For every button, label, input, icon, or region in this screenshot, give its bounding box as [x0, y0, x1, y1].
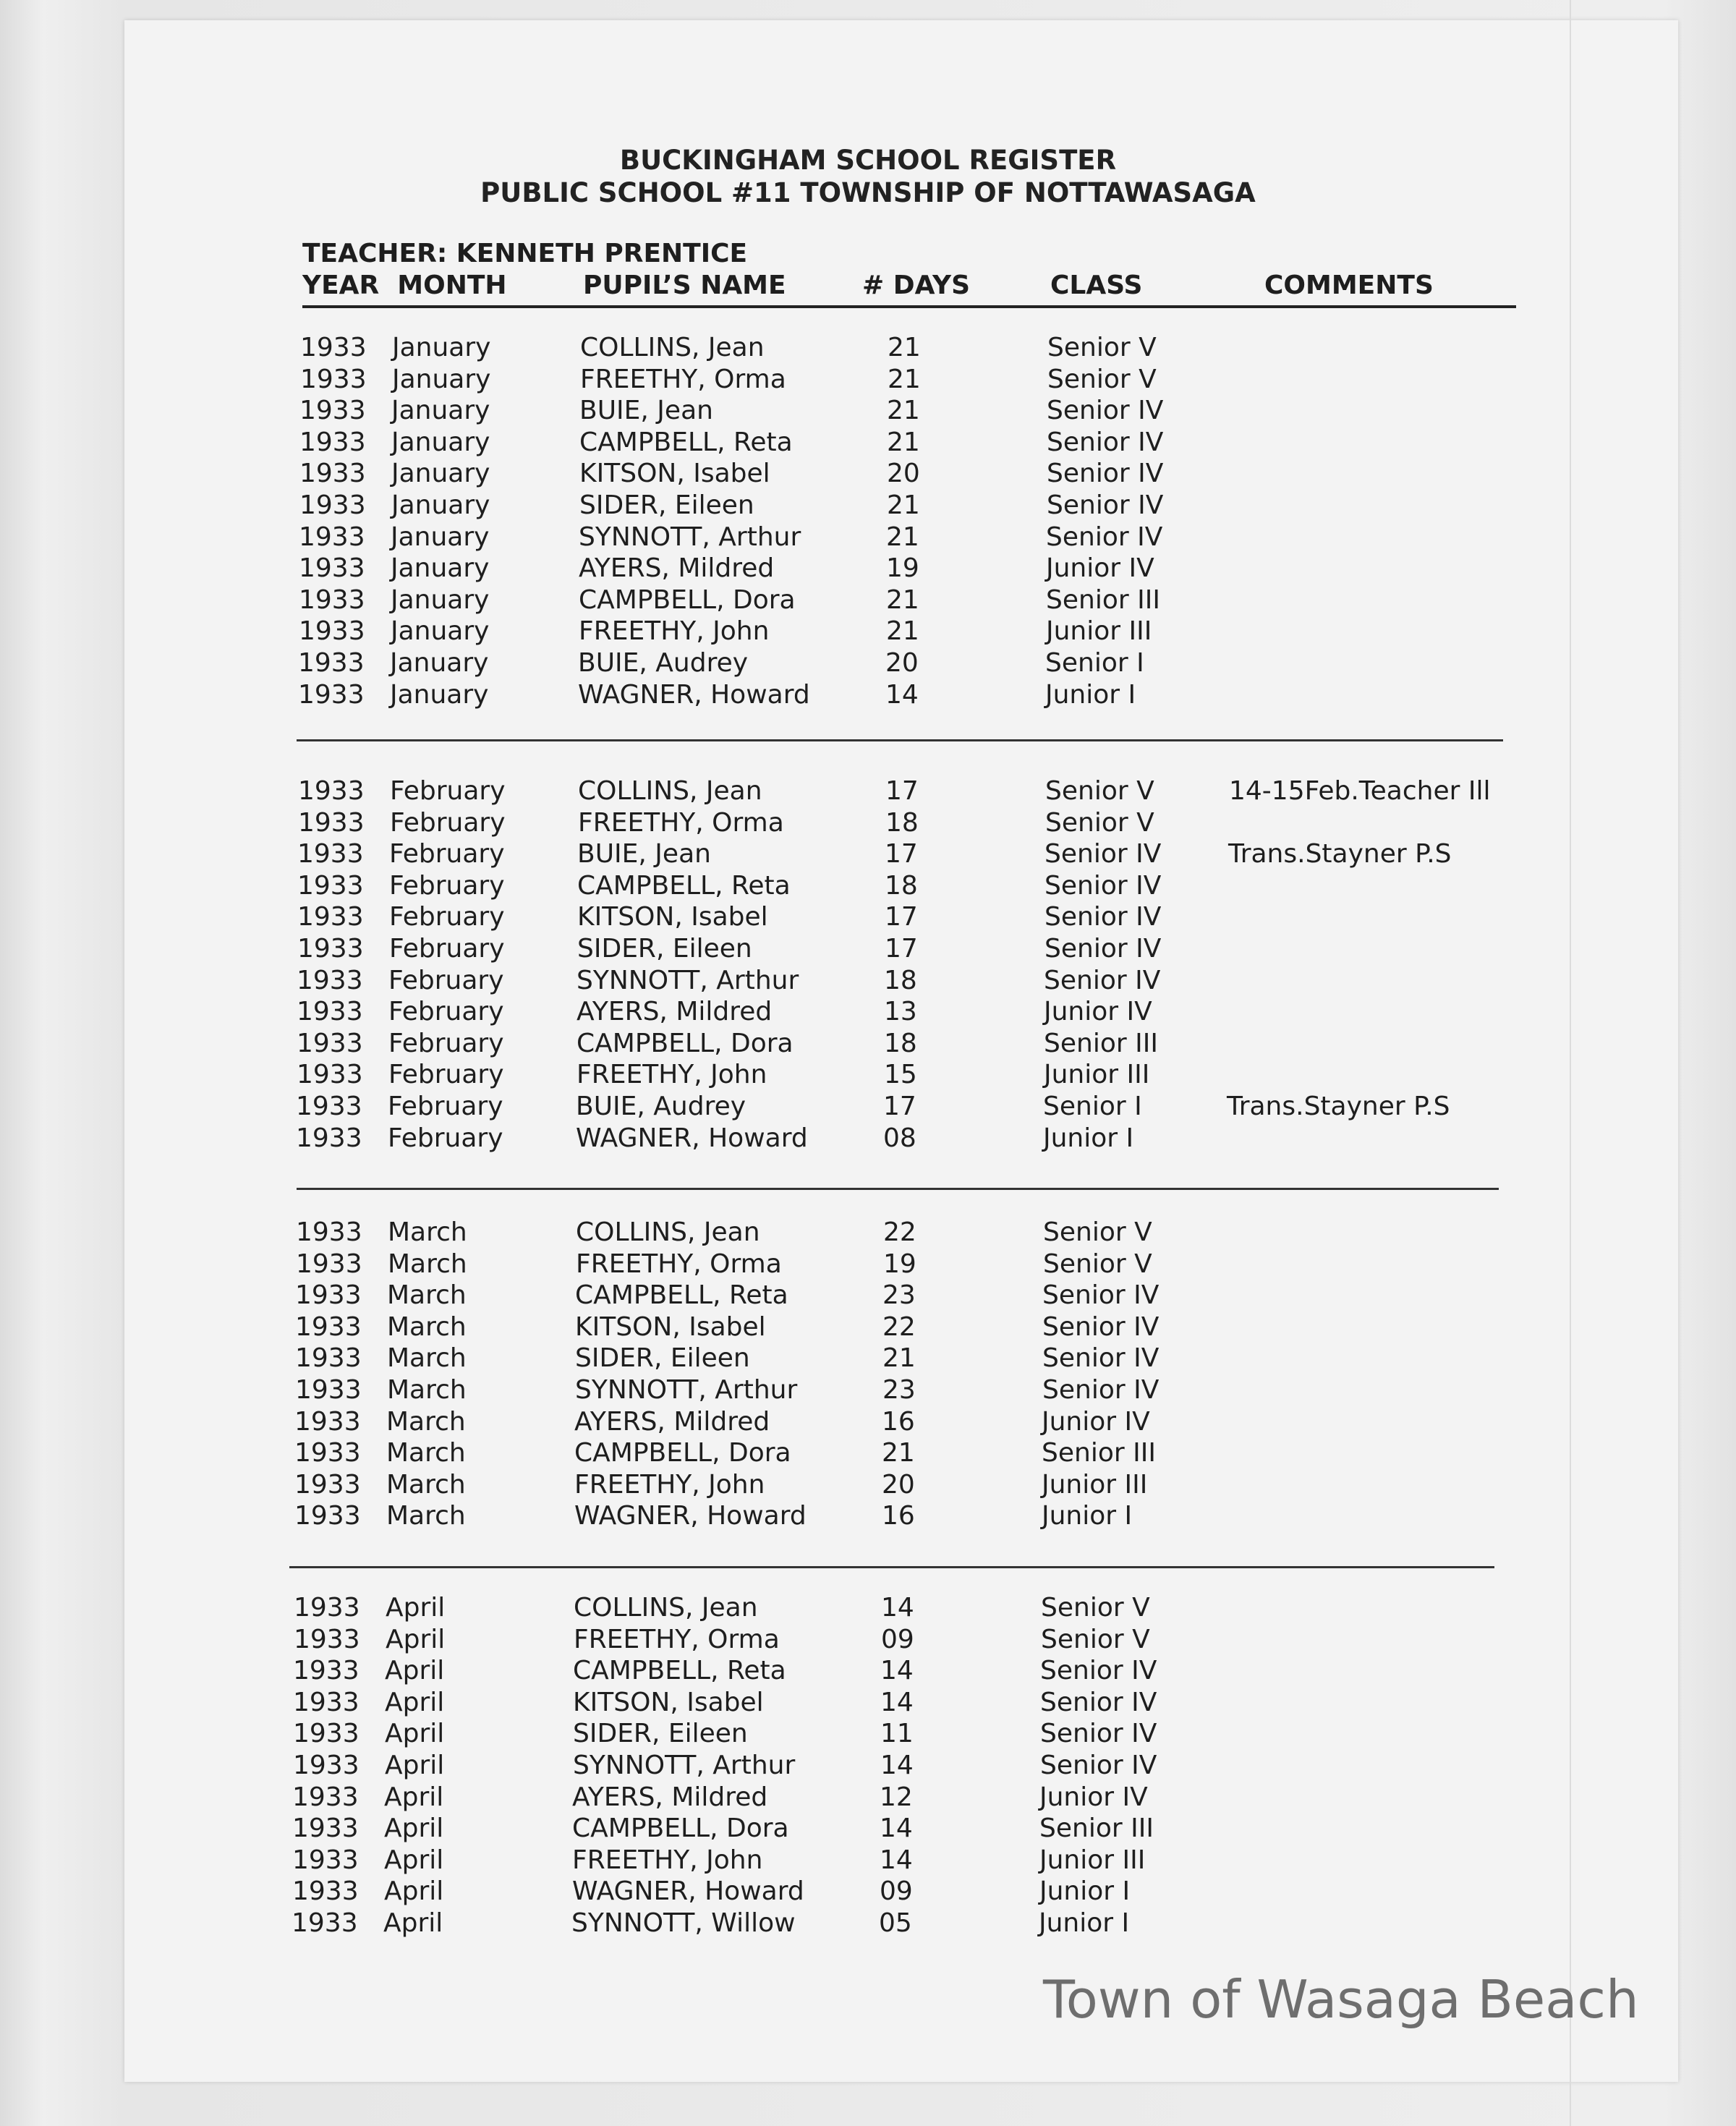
cell-year: 1933 — [297, 1028, 363, 1058]
cell-year: 1933 — [300, 333, 367, 362]
cell-pupil-name: CAMPBELL, Dora — [576, 1028, 793, 1058]
cell-days: 14 — [880, 1751, 914, 1780]
cell-days: 20 — [885, 648, 919, 678]
cell-year: 1933 — [297, 997, 363, 1027]
cell-pupil-name: FREETHY, Orma — [580, 364, 786, 394]
cell-month: January — [391, 584, 490, 615]
cell-month: February — [388, 1123, 503, 1153]
cell-class: Senior IV — [1044, 839, 1162, 869]
cell-days: 18 — [884, 965, 917, 995]
cell-class: Junior I — [1039, 1908, 1130, 1938]
cell-pupil-name: CAMPBELL, Dora — [572, 1814, 789, 1844]
cell-pupil-name: SYNNOTT, Arthur — [579, 522, 801, 552]
cell-days: 17 — [885, 839, 918, 869]
cell-year: 1933 — [292, 1876, 359, 1907]
cell-class: Senior IV — [1047, 427, 1164, 457]
cell-year: 1933 — [295, 1280, 362, 1311]
cell-class: Senior III — [1039, 1814, 1154, 1844]
cell-pupil-name: KITSON, Isabel — [577, 902, 768, 932]
table-row — [0, 808, 1734, 840]
table-row — [0, 1719, 1729, 1751]
cell-year: 1933 — [298, 807, 365, 838]
cell-days: 21 — [887, 396, 920, 426]
cell-pupil-name: KITSON, Isabel — [579, 459, 770, 489]
table-row — [0, 1092, 1732, 1123]
cell-year: 1933 — [293, 1656, 359, 1686]
cell-days: 23 — [882, 1280, 916, 1311]
cell-days: 14 — [880, 1814, 913, 1844]
cell-class: Senior III — [1042, 1438, 1156, 1468]
cell-class: Senior III — [1044, 1028, 1158, 1058]
table-row — [0, 1470, 1730, 1502]
table-row — [0, 1407, 1730, 1439]
cell-pupil-name: CAMPBELL, Reta — [579, 427, 793, 457]
cell-year: 1933 — [297, 839, 364, 869]
cell-year: 1933 — [293, 1751, 359, 1780]
cell-month: January — [391, 616, 490, 647]
table-row — [0, 1656, 1729, 1688]
cell-month: March — [386, 1469, 466, 1500]
cell-month: April — [386, 1593, 446, 1623]
cell-year: 1933 — [292, 1814, 359, 1844]
cell-month: January — [391, 553, 490, 584]
cell-days: 15 — [884, 1060, 917, 1090]
cell-class: Senior V — [1043, 1217, 1152, 1247]
cell-month: April — [384, 1814, 444, 1844]
cell-pupil-name: SIDER, Eileen — [575, 1343, 750, 1374]
cell-month: March — [386, 1501, 466, 1531]
table-row — [0, 1845, 1728, 1877]
cell-days: 14 — [880, 1656, 914, 1686]
cell-year: 1933 — [296, 1092, 362, 1121]
table-row — [0, 522, 1735, 554]
cell-year: 1933 — [292, 1908, 358, 1938]
table-row — [0, 365, 1736, 396]
cell-pupil-name: KITSON, Isabel — [575, 1311, 766, 1342]
cell-class: Senior IV — [1044, 965, 1161, 995]
cell-class: Junior IV — [1042, 1406, 1150, 1437]
cell-year: 1933 — [299, 584, 365, 615]
cell-class: Senior V — [1041, 1624, 1150, 1654]
cell-class: Senior III — [1046, 584, 1160, 615]
cell-class: Senior IV — [1044, 902, 1162, 932]
cell-month: April — [384, 1876, 444, 1907]
document-subtitle: PUBLIC SCHOOL #11 TOWNSHIP OF NOTTAWASAGA — [480, 177, 1256, 208]
cell-month: February — [389, 870, 505, 901]
table-row — [0, 1312, 1731, 1344]
cell-month: March — [387, 1375, 467, 1405]
cell-year: 1933 — [298, 776, 365, 806]
table-row — [0, 616, 1735, 648]
cell-class: Senior IV — [1040, 1656, 1157, 1686]
cell-days: 14 — [880, 1687, 914, 1717]
cell-days: 14 — [885, 679, 919, 710]
cell-month: January — [390, 648, 489, 678]
cell-month: January — [391, 522, 490, 552]
cell-year: 1933 — [295, 1311, 362, 1342]
cell-pupil-name: SIDER, Eileen — [573, 1719, 748, 1749]
cell-days: 17 — [883, 1092, 916, 1121]
watermark: Town of Wasaga Beach — [1043, 1969, 1639, 2030]
cell-year: 1933 — [298, 679, 365, 710]
cell-month: February — [388, 1092, 503, 1121]
table-row — [0, 333, 1736, 365]
cell-class: Senior V — [1047, 364, 1157, 394]
cell-pupil-name: FREETHY, John — [574, 1469, 765, 1500]
cell-class: Senior V — [1045, 776, 1154, 806]
cell-pupil-name: FREETHY, Orma — [578, 807, 784, 838]
table-row — [0, 1060, 1732, 1092]
cell-days: 19 — [883, 1249, 916, 1279]
cell-class: Junior I — [1039, 1876, 1131, 1907]
cell-year: 1933 — [297, 934, 364, 964]
cell-days: 21 — [886, 522, 919, 552]
table-row — [0, 1375, 1731, 1407]
cell-days: 21 — [882, 1343, 916, 1374]
cell-month: March — [388, 1249, 467, 1279]
table-row — [0, 1908, 1727, 1940]
cell-days: 05 — [879, 1908, 912, 1938]
table-row — [0, 997, 1732, 1029]
table-row — [0, 1123, 1732, 1155]
cell-pupil-name: FREETHY, John — [576, 1060, 767, 1090]
table-row — [0, 585, 1735, 617]
cell-month: February — [388, 965, 504, 995]
month-separator — [297, 1188, 1499, 1190]
cell-month: February — [389, 934, 505, 964]
cell-year: 1933 — [296, 1249, 362, 1279]
cell-pupil-name: KITSON, Isabel — [573, 1687, 764, 1717]
cell-pupil-name: WAGNER, Howard — [578, 679, 810, 710]
cell-class: Senior V — [1045, 807, 1154, 838]
cell-class: Senior I — [1043, 1092, 1142, 1121]
cell-year: 1933 — [300, 364, 367, 394]
cell-pupil-name: CAMPBELL, Dora — [574, 1438, 791, 1468]
cell-class: Senior IV — [1047, 396, 1164, 426]
cell-class: Junior III — [1044, 1060, 1150, 1090]
cell-year: 1933 — [295, 1343, 362, 1374]
cell-class: Senior V — [1041, 1593, 1150, 1623]
cell-pupil-name: COLLINS, Jean — [580, 333, 765, 362]
cell-year: 1933 — [296, 1123, 362, 1153]
cell-comment: 14-15Feb.Teacher Ill — [1229, 776, 1491, 806]
cell-year: 1933 — [299, 427, 366, 457]
cell-class: Senior IV — [1042, 1343, 1160, 1374]
cell-year: 1933 — [297, 1060, 363, 1090]
cell-pupil-name: FREETHY, Orma — [576, 1249, 782, 1279]
cell-days: 20 — [882, 1469, 915, 1500]
table-row — [0, 428, 1735, 459]
cell-class: Senior IV — [1042, 1280, 1160, 1311]
table-row — [0, 459, 1735, 490]
cell-comment: Trans.Stayner P.S — [1228, 839, 1452, 869]
cell-class: Junior IV — [1046, 553, 1154, 584]
cell-year: 1933 — [294, 1501, 361, 1531]
cell-month: April — [383, 1908, 443, 1938]
table-row — [0, 1876, 1728, 1908]
cell-month: January — [392, 364, 491, 394]
cell-pupil-name: SYNNOTT, Arthur — [576, 965, 799, 995]
cell-year: 1933 — [295, 1375, 362, 1405]
table-row — [0, 1593, 1729, 1625]
cell-days: 18 — [884, 1028, 917, 1058]
cell-class: Junior III — [1039, 1845, 1146, 1875]
cell-days: 21 — [882, 1438, 915, 1468]
cell-month: March — [386, 1438, 466, 1468]
cell-month: March — [387, 1343, 467, 1374]
cell-pupil-name: AYERS, Mildred — [574, 1406, 770, 1437]
cell-days: 16 — [882, 1406, 915, 1437]
cell-days: 21 — [887, 490, 920, 520]
cell-days: 21 — [887, 427, 920, 457]
cell-class: Senior IV — [1042, 1311, 1160, 1342]
cell-pupil-name: COLLINS, Jean — [574, 1593, 758, 1623]
table-row — [0, 1688, 1729, 1719]
cell-pupil-name: WAGNER, Howard — [574, 1501, 807, 1531]
cell-pupil-name: CAMPBELL, Dora — [579, 584, 796, 615]
cell-class: Senior IV — [1040, 1751, 1157, 1780]
cell-month: February — [389, 902, 505, 932]
cell-month: April — [384, 1845, 444, 1875]
table-row — [0, 1501, 1730, 1533]
cell-class: Senior V — [1047, 333, 1157, 362]
cell-days: 17 — [885, 934, 918, 964]
cell-pupil-name: SYNNOTT, Willow — [571, 1908, 796, 1938]
header-class: CLASS — [1050, 271, 1143, 300]
cell-pupil-name: AYERS, Mildred — [576, 997, 773, 1027]
cell-year: 1933 — [297, 965, 363, 995]
cell-month: March — [386, 1406, 466, 1437]
table-row — [0, 839, 1733, 871]
cell-month: April — [384, 1782, 444, 1812]
cell-year: 1933 — [299, 522, 365, 552]
cell-year: 1933 — [292, 1845, 359, 1875]
cell-pupil-name: AYERS, Mildred — [572, 1782, 768, 1812]
cell-year: 1933 — [293, 1719, 359, 1749]
table-row — [0, 1217, 1732, 1249]
cell-pupil-name: FREETHY, Orma — [574, 1624, 780, 1654]
cell-pupil-name: SIDER, Eileen — [577, 934, 752, 964]
table-row — [0, 902, 1733, 934]
table-row — [0, 1280, 1731, 1312]
cell-year: 1933 — [293, 1687, 359, 1717]
table-row — [0, 1029, 1732, 1060]
cell-class: Senior IV — [1044, 870, 1162, 901]
cell-days: 08 — [883, 1123, 916, 1153]
cell-pupil-name: CAMPBELL, Reta — [575, 1280, 788, 1311]
table-row — [0, 680, 1734, 712]
cell-month: February — [389, 839, 505, 869]
table-row — [0, 966, 1732, 998]
header-year-month: YEAR MONTH — [302, 271, 507, 300]
cell-days: 18 — [885, 870, 918, 901]
cell-days: 22 — [883, 1217, 916, 1247]
table-row — [0, 776, 1734, 808]
cell-pupil-name: COLLINS, Jean — [576, 1217, 760, 1247]
cell-year: 1933 — [294, 1593, 360, 1623]
cell-pupil-name: AYERS, Mildred — [579, 553, 775, 584]
cell-comment: Trans.Stayner P.S — [1227, 1092, 1450, 1121]
cell-month: January — [391, 490, 490, 520]
cell-class: Senior IV — [1044, 934, 1162, 964]
cell-month: January — [391, 459, 490, 489]
cell-month: April — [385, 1656, 445, 1686]
cell-month: April — [385, 1687, 445, 1717]
table-row — [0, 934, 1733, 966]
table-row — [0, 648, 1734, 680]
cell-year: 1933 — [299, 490, 366, 520]
table-row — [0, 1782, 1728, 1814]
cell-month: February — [390, 807, 506, 838]
month-separator — [289, 1566, 1494, 1568]
cell-days: 09 — [880, 1876, 913, 1907]
cell-month: April — [385, 1751, 445, 1780]
cell-days: 20 — [887, 459, 920, 489]
month-separator — [297, 739, 1503, 741]
cell-pupil-name: WAGNER, Howard — [572, 1876, 804, 1907]
cell-pupil-name: FREETHY, John — [572, 1845, 763, 1875]
table-row — [0, 1438, 1730, 1470]
cell-class: Junior III — [1042, 1469, 1148, 1500]
cell-month: April — [385, 1719, 445, 1749]
table-row — [0, 396, 1735, 428]
table-row — [0, 553, 1735, 585]
cell-days: 23 — [882, 1375, 916, 1405]
cell-pupil-name: CAMPBELL, Reta — [573, 1656, 786, 1686]
header-days: # DAYS — [862, 271, 970, 300]
cell-class: Senior IV — [1040, 1719, 1157, 1749]
cell-year: 1933 — [299, 396, 366, 426]
cell-month: January — [390, 679, 489, 710]
cell-days: 14 — [880, 1845, 913, 1875]
cell-pupil-name: COLLINS, Jean — [578, 776, 762, 806]
cell-days: 09 — [881, 1624, 914, 1654]
teacher-name: TEACHER: KENNETH PRENTICE — [302, 239, 748, 268]
cell-month: January — [392, 333, 491, 362]
table-row — [0, 1814, 1728, 1845]
cell-year: 1933 — [294, 1438, 361, 1468]
cell-class: Senior IV — [1042, 1375, 1160, 1405]
cell-class: Senior IV — [1047, 459, 1164, 489]
cell-year: 1933 — [297, 870, 364, 901]
cell-class: Senior I — [1045, 648, 1144, 678]
header-underline — [302, 305, 1516, 308]
cell-pupil-name: WAGNER, Howard — [576, 1123, 808, 1153]
cell-year: 1933 — [299, 616, 365, 647]
cell-pupil-name: BUIE, Jean — [579, 396, 713, 426]
cell-month: March — [388, 1217, 467, 1247]
cell-month: January — [391, 396, 490, 426]
cell-year: 1933 — [294, 1469, 361, 1500]
cell-days: 14 — [881, 1593, 914, 1623]
cell-pupil-name: BUIE, Audrey — [578, 648, 749, 678]
cell-class: Junior IV — [1044, 997, 1152, 1027]
cell-class: Senior V — [1043, 1249, 1152, 1279]
cell-class: Junior I — [1042, 1501, 1133, 1531]
cell-days: 17 — [885, 776, 919, 806]
cell-pupil-name: SIDER, Eileen — [579, 490, 754, 520]
cell-year: 1933 — [297, 902, 364, 932]
cell-month: March — [387, 1280, 467, 1311]
table-row — [0, 1625, 1729, 1657]
cell-days: 11 — [880, 1719, 914, 1749]
cell-year: 1933 — [294, 1624, 360, 1654]
cell-year: 1933 — [299, 459, 366, 489]
cell-year: 1933 — [296, 1217, 362, 1247]
cell-month: January — [391, 427, 490, 457]
cell-year: 1933 — [298, 648, 365, 678]
cell-days: 19 — [886, 553, 919, 584]
cell-days: 21 — [886, 616, 919, 647]
cell-days: 22 — [882, 1311, 916, 1342]
header-comments: COMMENTS — [1264, 271, 1434, 300]
cell-pupil-name: SYNNOTT, Arthur — [573, 1751, 796, 1780]
cell-days: 13 — [884, 997, 917, 1027]
header-pupil-name: PUPIL’S NAME — [583, 271, 786, 300]
cell-pupil-name: SYNNOTT, Arthur — [575, 1375, 798, 1405]
document-title: BUCKINGHAM SCHOOL REGISTER — [619, 145, 1117, 176]
cell-pupil-name: BUIE, Jean — [577, 839, 711, 869]
cell-month: February — [388, 1028, 504, 1058]
cell-pupil-name: CAMPBELL, Reta — [577, 870, 791, 901]
cell-month: March — [387, 1311, 467, 1342]
cell-month: February — [388, 1060, 504, 1090]
table-row — [0, 871, 1733, 903]
cell-year: 1933 — [299, 553, 365, 584]
cell-month: February — [390, 776, 506, 806]
table-row — [0, 1249, 1732, 1281]
cell-class: Senior IV — [1047, 490, 1164, 520]
cell-class: Junior IV — [1039, 1782, 1148, 1812]
cell-days: 16 — [882, 1501, 915, 1531]
cell-class: Senior IV — [1040, 1687, 1157, 1717]
table-row — [0, 1751, 1729, 1782]
cell-pupil-name: BUIE, Audrey — [576, 1092, 746, 1121]
cell-days: 18 — [885, 807, 919, 838]
cell-year: 1933 — [294, 1406, 361, 1437]
cell-days: 17 — [885, 902, 918, 932]
cell-class: Senior IV — [1046, 522, 1163, 552]
cell-days: 21 — [888, 364, 921, 394]
cell-class: Junior I — [1043, 1123, 1134, 1153]
cell-days: 21 — [888, 333, 921, 362]
cell-year: 1933 — [292, 1782, 359, 1812]
cell-days: 21 — [886, 584, 919, 615]
cell-class: Junior III — [1046, 616, 1152, 647]
cell-days: 12 — [880, 1782, 913, 1812]
cell-pupil-name: FREETHY, John — [579, 616, 770, 647]
cell-class: Junior I — [1045, 679, 1136, 710]
cell-month: April — [386, 1624, 446, 1654]
cell-month: February — [388, 997, 504, 1027]
table-row — [0, 490, 1735, 522]
table-row — [0, 1343, 1731, 1375]
